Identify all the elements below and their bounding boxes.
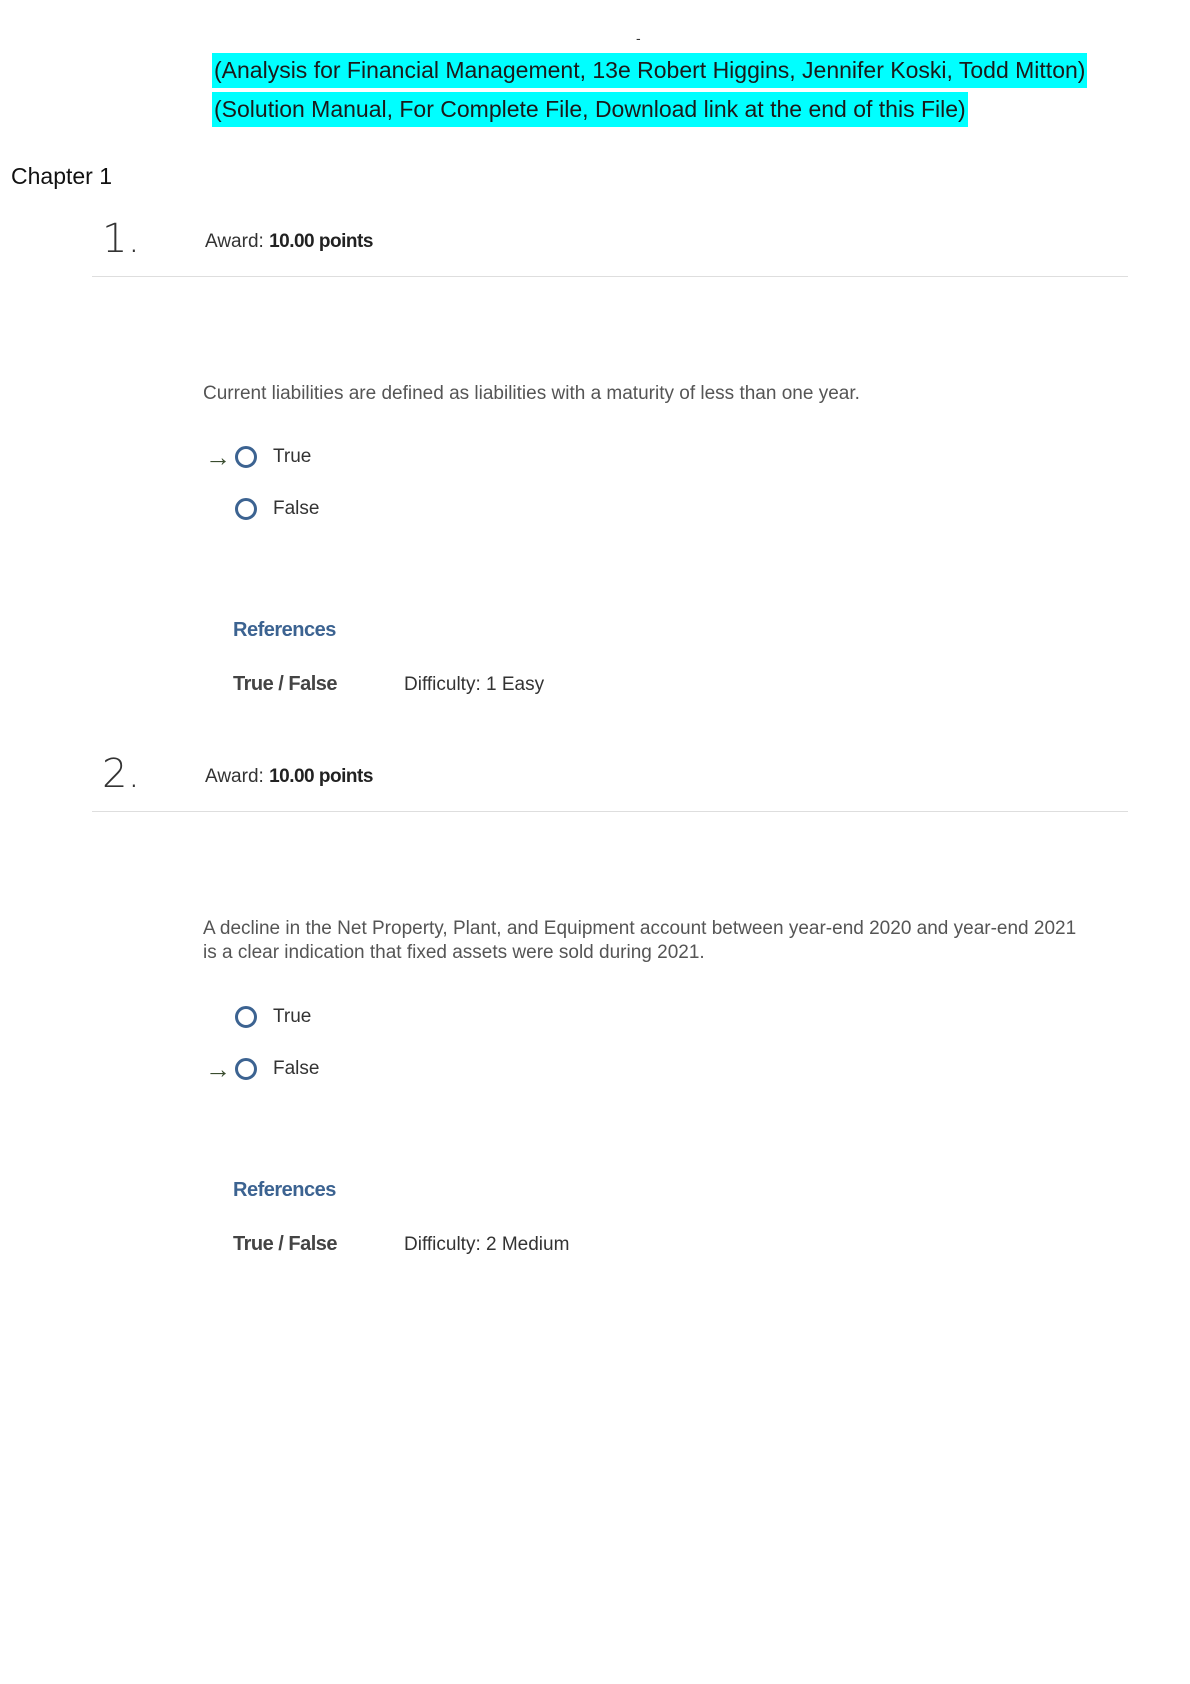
reference-type: True / False <box>233 673 338 695</box>
header-subtitle-line: (Solution Manual, For Complete File, Download link at the end of this File) <box>212 92 968 127</box>
reference-difficulty: Difficulty: 2 Medium <box>404 1234 570 1255</box>
award-label: Award: <box>205 231 264 252</box>
chapter-heading: Chapter 1 <box>11 163 113 189</box>
option-label: False <box>273 498 320 519</box>
option-label: True <box>273 1006 312 1027</box>
references-link[interactable]: References <box>233 619 336 641</box>
radio-button[interactable] <box>235 446 257 468</box>
question-number: 2. <box>102 751 141 797</box>
answer-arrow-icon: → <box>205 442 231 472</box>
references-link[interactable]: References <box>233 1179 336 1201</box>
header-title-line: (Analysis for Financial Management, 13e Robert Higgins, Jennifer Koski, Todd Mitton) <box>212 53 1087 88</box>
question-divider <box>92 276 1128 277</box>
radio-button[interactable] <box>235 1058 257 1080</box>
option-false[interactable] <box>205 494 319 524</box>
option-false[interactable] <box>205 1054 319 1084</box>
radio-button[interactable] <box>235 1006 257 1028</box>
award-points: 10.00 points <box>269 231 373 252</box>
award-info <box>205 231 373 253</box>
question-text: Current liabilities are defined as liabilities with a maturity of less than one year. <box>203 383 860 404</box>
award-label: Award: <box>205 766 264 787</box>
top-dash-mark: - <box>636 30 641 46</box>
question-divider <box>92 811 1128 812</box>
option-label: True <box>273 446 312 467</box>
radio-button[interactable] <box>235 498 257 520</box>
question-number: 1. <box>102 216 141 262</box>
reference-difficulty: Difficulty: 1 Easy <box>404 674 545 695</box>
option-true[interactable] <box>205 442 311 472</box>
option-label: False <box>273 1058 320 1079</box>
question-text: A decline in the Net Property, Plant, and Equipment account between year-end 2020 and year-end 2021 is a clear indication that fixed assets were sold during 2021. <box>203 918 1077 963</box>
option-true[interactable] <box>205 1002 311 1032</box>
answer-arrow-icon: → <box>205 1054 231 1084</box>
reference-type: True / False <box>233 1233 338 1255</box>
award-info <box>205 766 373 788</box>
award-points: 10.00 points <box>269 766 373 787</box>
